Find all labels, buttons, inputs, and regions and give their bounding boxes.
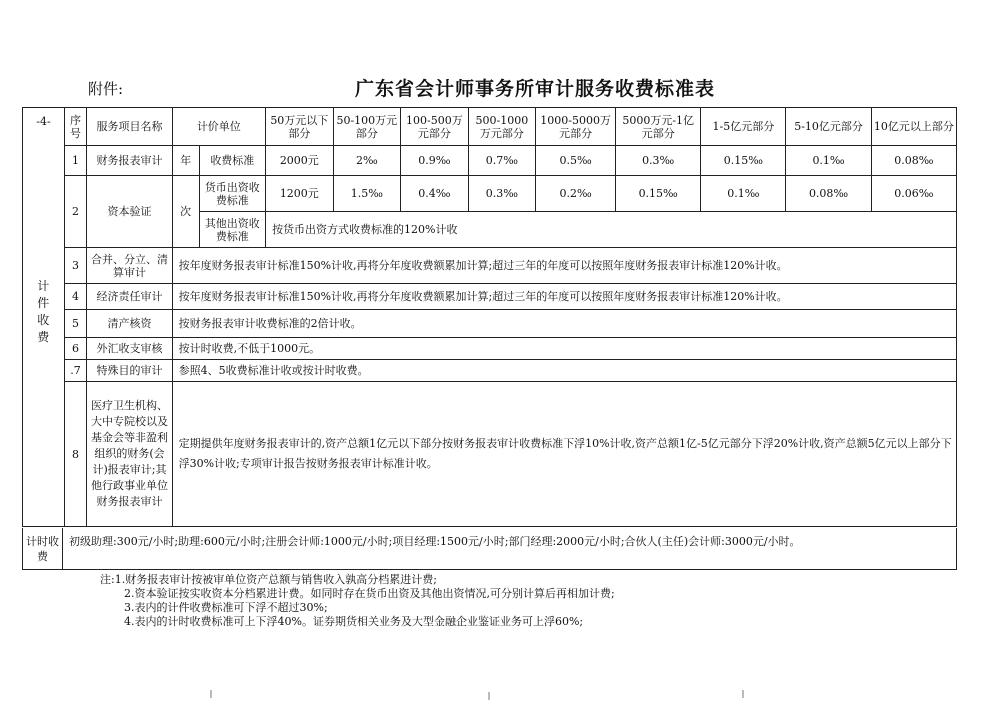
row-item: 医疗卫生机构、大中专院校以及基金会等非盈利组织的财务(会计)报表审计;其他行政事业单位财务报表审计 [87, 382, 172, 527]
rate-cell: 0.06‰ [871, 176, 956, 212]
header-seq: 序号 [64, 108, 87, 146]
header-tier: 1000-5000万元部分 [536, 108, 616, 146]
row-text: 按计时收费,不低于1000元。 [172, 338, 956, 360]
note-item: 2.资本验证按实收资本分档累进计费。如同时存在货币出资及其他出资情况,可分别计算后再相加计费; [124, 587, 615, 600]
header-tier: 5000万元-1亿元部分 [616, 108, 701, 146]
row-item: 特殊目的审计 [87, 360, 172, 382]
rate-cell: 0.3‰ [616, 146, 701, 176]
row-text: 定期提供年度财务报表审计的,资产总额1亿元以下部分按财务报表审计收费标准下浮10%计收,资产总额1亿-5亿元部分下浮20%计收,资产总额5亿元以上部分下浮30%计收;专项审计报告按财务报表审计标准计收。 [172, 382, 956, 527]
table-row [23, 310, 957, 338]
row-unit: 收费标准 [199, 146, 265, 176]
header-tier: 50-100万元部分 [333, 108, 401, 146]
table-row [23, 284, 957, 310]
note-item: 4.表内的计时收费标准可上下浮40%。证券期货相关业务及大型金融企业鉴证业务可上浮60%; [124, 615, 584, 628]
attachment-label: 附件: [88, 80, 124, 98]
header-tier: 5-10亿元部分 [786, 108, 871, 146]
row-period: 年 [172, 146, 199, 176]
table-row [23, 382, 957, 527]
row-seq: 1 [64, 146, 87, 176]
row-text: 按货币出资方式收费标准的120%计收 [266, 212, 957, 248]
row-seq: 3 [64, 248, 87, 284]
rate-cell: 1.5‰ [333, 176, 401, 212]
row-period: 次 [172, 176, 199, 248]
row-seq: .7 [64, 360, 87, 382]
row-text: 按年度财务报表审计标准150%计收,再将分年度收费额累加计算;超过三年的年度可以按照年度财务报表审计标准120%计收。 [172, 284, 956, 310]
row-unit: 其他出资收费标准 [199, 212, 265, 248]
header-tier: 10亿元以上部分 [871, 108, 956, 146]
rate-cell: 0.5‰ [536, 146, 616, 176]
header-tier: 500-1000万元部分 [468, 108, 536, 146]
rate-cell: 0.1‰ [786, 146, 871, 176]
table-row [23, 360, 957, 382]
row-seq: 5 [64, 310, 87, 338]
note-item: 3.表内的计件收费标准可下浮不超过30%; [124, 601, 328, 614]
row-seq: 2 [64, 176, 87, 248]
table-row [23, 338, 957, 360]
row-unit: 货币出资收费标准 [199, 176, 265, 212]
rate-cell: 2000元 [266, 146, 334, 176]
row-text: 参照4、5收费标准计收或按计时收费。 [172, 360, 956, 382]
rate-cell: 1200元 [266, 176, 334, 212]
rate-cell: 0.08‰ [786, 176, 871, 212]
scan-speck [210, 690, 212, 698]
row-item: 清产核资 [87, 310, 172, 338]
rate-cell: 0.4‰ [401, 176, 469, 212]
rate-cell: 0.08‰ [871, 146, 956, 176]
group-label: 计件收费 [37, 279, 50, 344]
header-tier: 1-5亿元部分 [701, 108, 786, 146]
table-row [23, 248, 957, 284]
scan-speck [742, 690, 744, 698]
row-item: 经济责任审计 [87, 284, 172, 310]
rate-cell: 0.9‰ [401, 146, 469, 176]
row-seq: 8 [64, 382, 87, 527]
rate-cell: 0.1‰ [701, 176, 786, 212]
hourly-section [22, 528, 957, 570]
scan-speck [488, 692, 490, 700]
row-seq: 4 [64, 284, 87, 310]
rate-cell: 0.15‰ [701, 146, 786, 176]
rate-cell: 0.7‰ [468, 146, 536, 176]
rate-cell: 2‰ [333, 146, 401, 176]
header-tier: 50万元以下部分 [266, 108, 334, 146]
rate-cell: 0.3‰ [468, 176, 536, 212]
header-item: 服务项目名称 [87, 108, 172, 146]
table-row [23, 146, 957, 176]
group-cell [23, 108, 65, 527]
row-item: 资本验证 [87, 176, 172, 248]
hourly-label: 计时收费 [23, 528, 63, 569]
row-item: 合并、分立、清算审计 [87, 248, 172, 284]
rate-cell: 0.2‰ [536, 176, 616, 212]
notes [100, 573, 615, 629]
header-tier: 100-500万元部分 [401, 108, 469, 146]
header-row [23, 108, 957, 146]
row-item: 财务报表审计 [87, 146, 172, 176]
row-seq: 6 [64, 338, 87, 360]
hourly-text: 初级助理:300元/小时;助理:600元/小时;注册会计师:1000元/小时;项目经理:1500元/小时;部门经理:2000元/小时;合伙人(主任)会计师:3000元/小时。 [69, 535, 801, 548]
rate-cell: 0.15‰ [616, 176, 701, 212]
table-row [23, 176, 957, 212]
row-text: 按年度财务报表审计标准150%计收,再将分年度收费额累加计算;超过三年的年度可以按照年度财务报表审计标准120%计收。 [172, 248, 956, 284]
document-title: 广东省会计师事务所审计服务收费标准表 [355, 78, 716, 100]
page-number: -4- [36, 115, 51, 128]
fee-table [22, 107, 957, 527]
header-unit: 计价单位 [172, 108, 265, 146]
row-text: 按财务报表审计收费标准的2倍计收。 [172, 310, 956, 338]
row-item: 外汇收支审核 [87, 338, 172, 360]
note-item: 注:1.财务报表审计按被审单位资产总额与销售收入孰高分档累进计费; [100, 573, 437, 586]
